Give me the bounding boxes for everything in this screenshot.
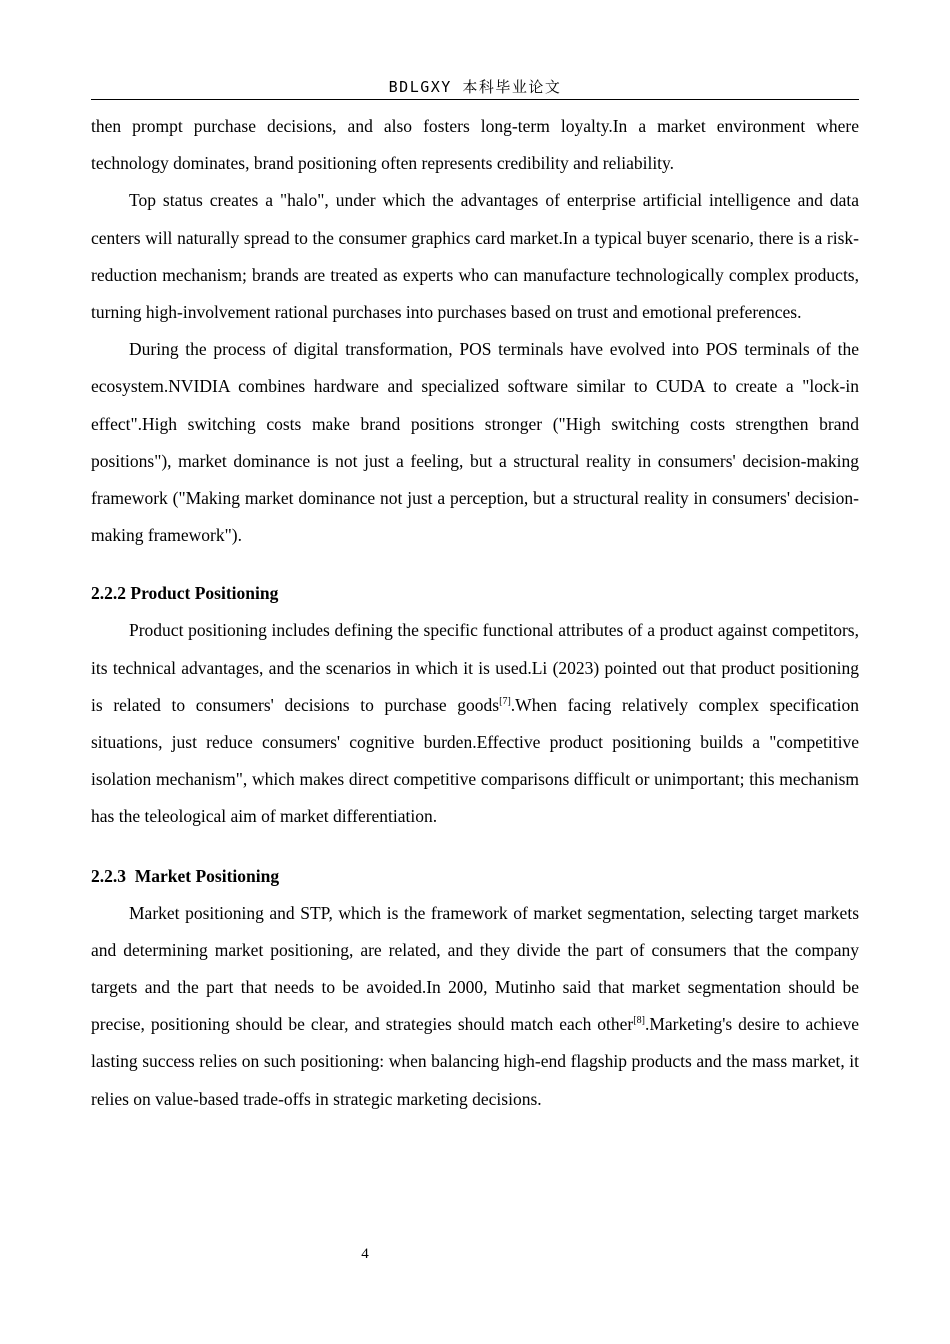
page-number: 4 <box>361 1246 369 1262</box>
citation-ref: [7] <box>499 695 511 707</box>
paragraph-text: Market positioning and STP, which is the framework of market segmentation, selecting target markets and determining market positioning, are related, and they divide the part of consumers that the company targets and the part that needs to be avoided.In 2000, Mutinho said that market segmentation should be precise, positioning should be clear, and strategies should match each other <box>91 902 859 1035</box>
section-title: Market Positioning <box>134 865 280 886</box>
page-body <box>91 108 859 1118</box>
paragraph-text: Product positioning includes defining the specific functional attributes of a product against competitors, its technical advantages, and the scenarios in which it is used.Li (2023) pointed out that product positioning is related to consumers' decisions to purchase goods <box>91 620 859 715</box>
paragraph-halo: Top status creates a "halo", under which the advantages of enterprise artificial intelligence and data centers will naturally spread to the consumer graphics card market.In a typical buyer scenario, there is a risk-reduction mechanism; brands are treated as experts who can manufacture technologically complex products, turning high-involvement rational purchases into purchases based on trust and emotional preferences. <box>91 190 859 323</box>
section-heading-market-positioning <box>91 858 859 895</box>
section-heading-product-positioning: 2.2.2 Product Positioning <box>91 583 279 604</box>
section-number: 2.2.3 <box>91 865 135 886</box>
citation-ref: [8] <box>633 1015 645 1027</box>
paragraph-text: .When facing relatively complex specification situations, just reduce consumers' cognitive burden.Effective product positioning builds a "competitive isolation mechanism", which makes direct competitive comparisons difficult or unimportant; this mechanism has the teleological aim of market differentiation. <box>91 694 859 827</box>
paragraph-continued: then prompt purchase decisions, and also fosters long-term loyalty.In a market environment where technology dominates, brand positioning often represents credibility and reliability. <box>91 116 859 174</box>
paragraph-product-positioning <box>91 612 859 835</box>
page-header: BDLGXY 本科毕业论文 <box>388 78 562 96</box>
paragraph-market-positioning <box>91 895 859 1118</box>
paragraph-digital-transformation: During the process of digital transformation, POS terminals have evolved into POS terminals of the ecosystem.NVIDIA combines hardware and specialized software similar to CUDA to create a "lock-in effect".High switching costs make brand positions stronger ("High switching costs strengthen brand positions"), market dominance is not just a feeling, but a structural reality in consumers' decision-making framework ("Making market dominance not just a perception, but a structural reality in consumers' decision-making framework"). <box>91 339 859 546</box>
paragraph-text: .Marketing's desire to achieve lasting success relies on such positioning: when balancing high-end flagship products and the mass market, it relies on value-based trade-offs in strategic marketing decisions. <box>91 1014 859 1109</box>
header-rule <box>91 99 859 100</box>
